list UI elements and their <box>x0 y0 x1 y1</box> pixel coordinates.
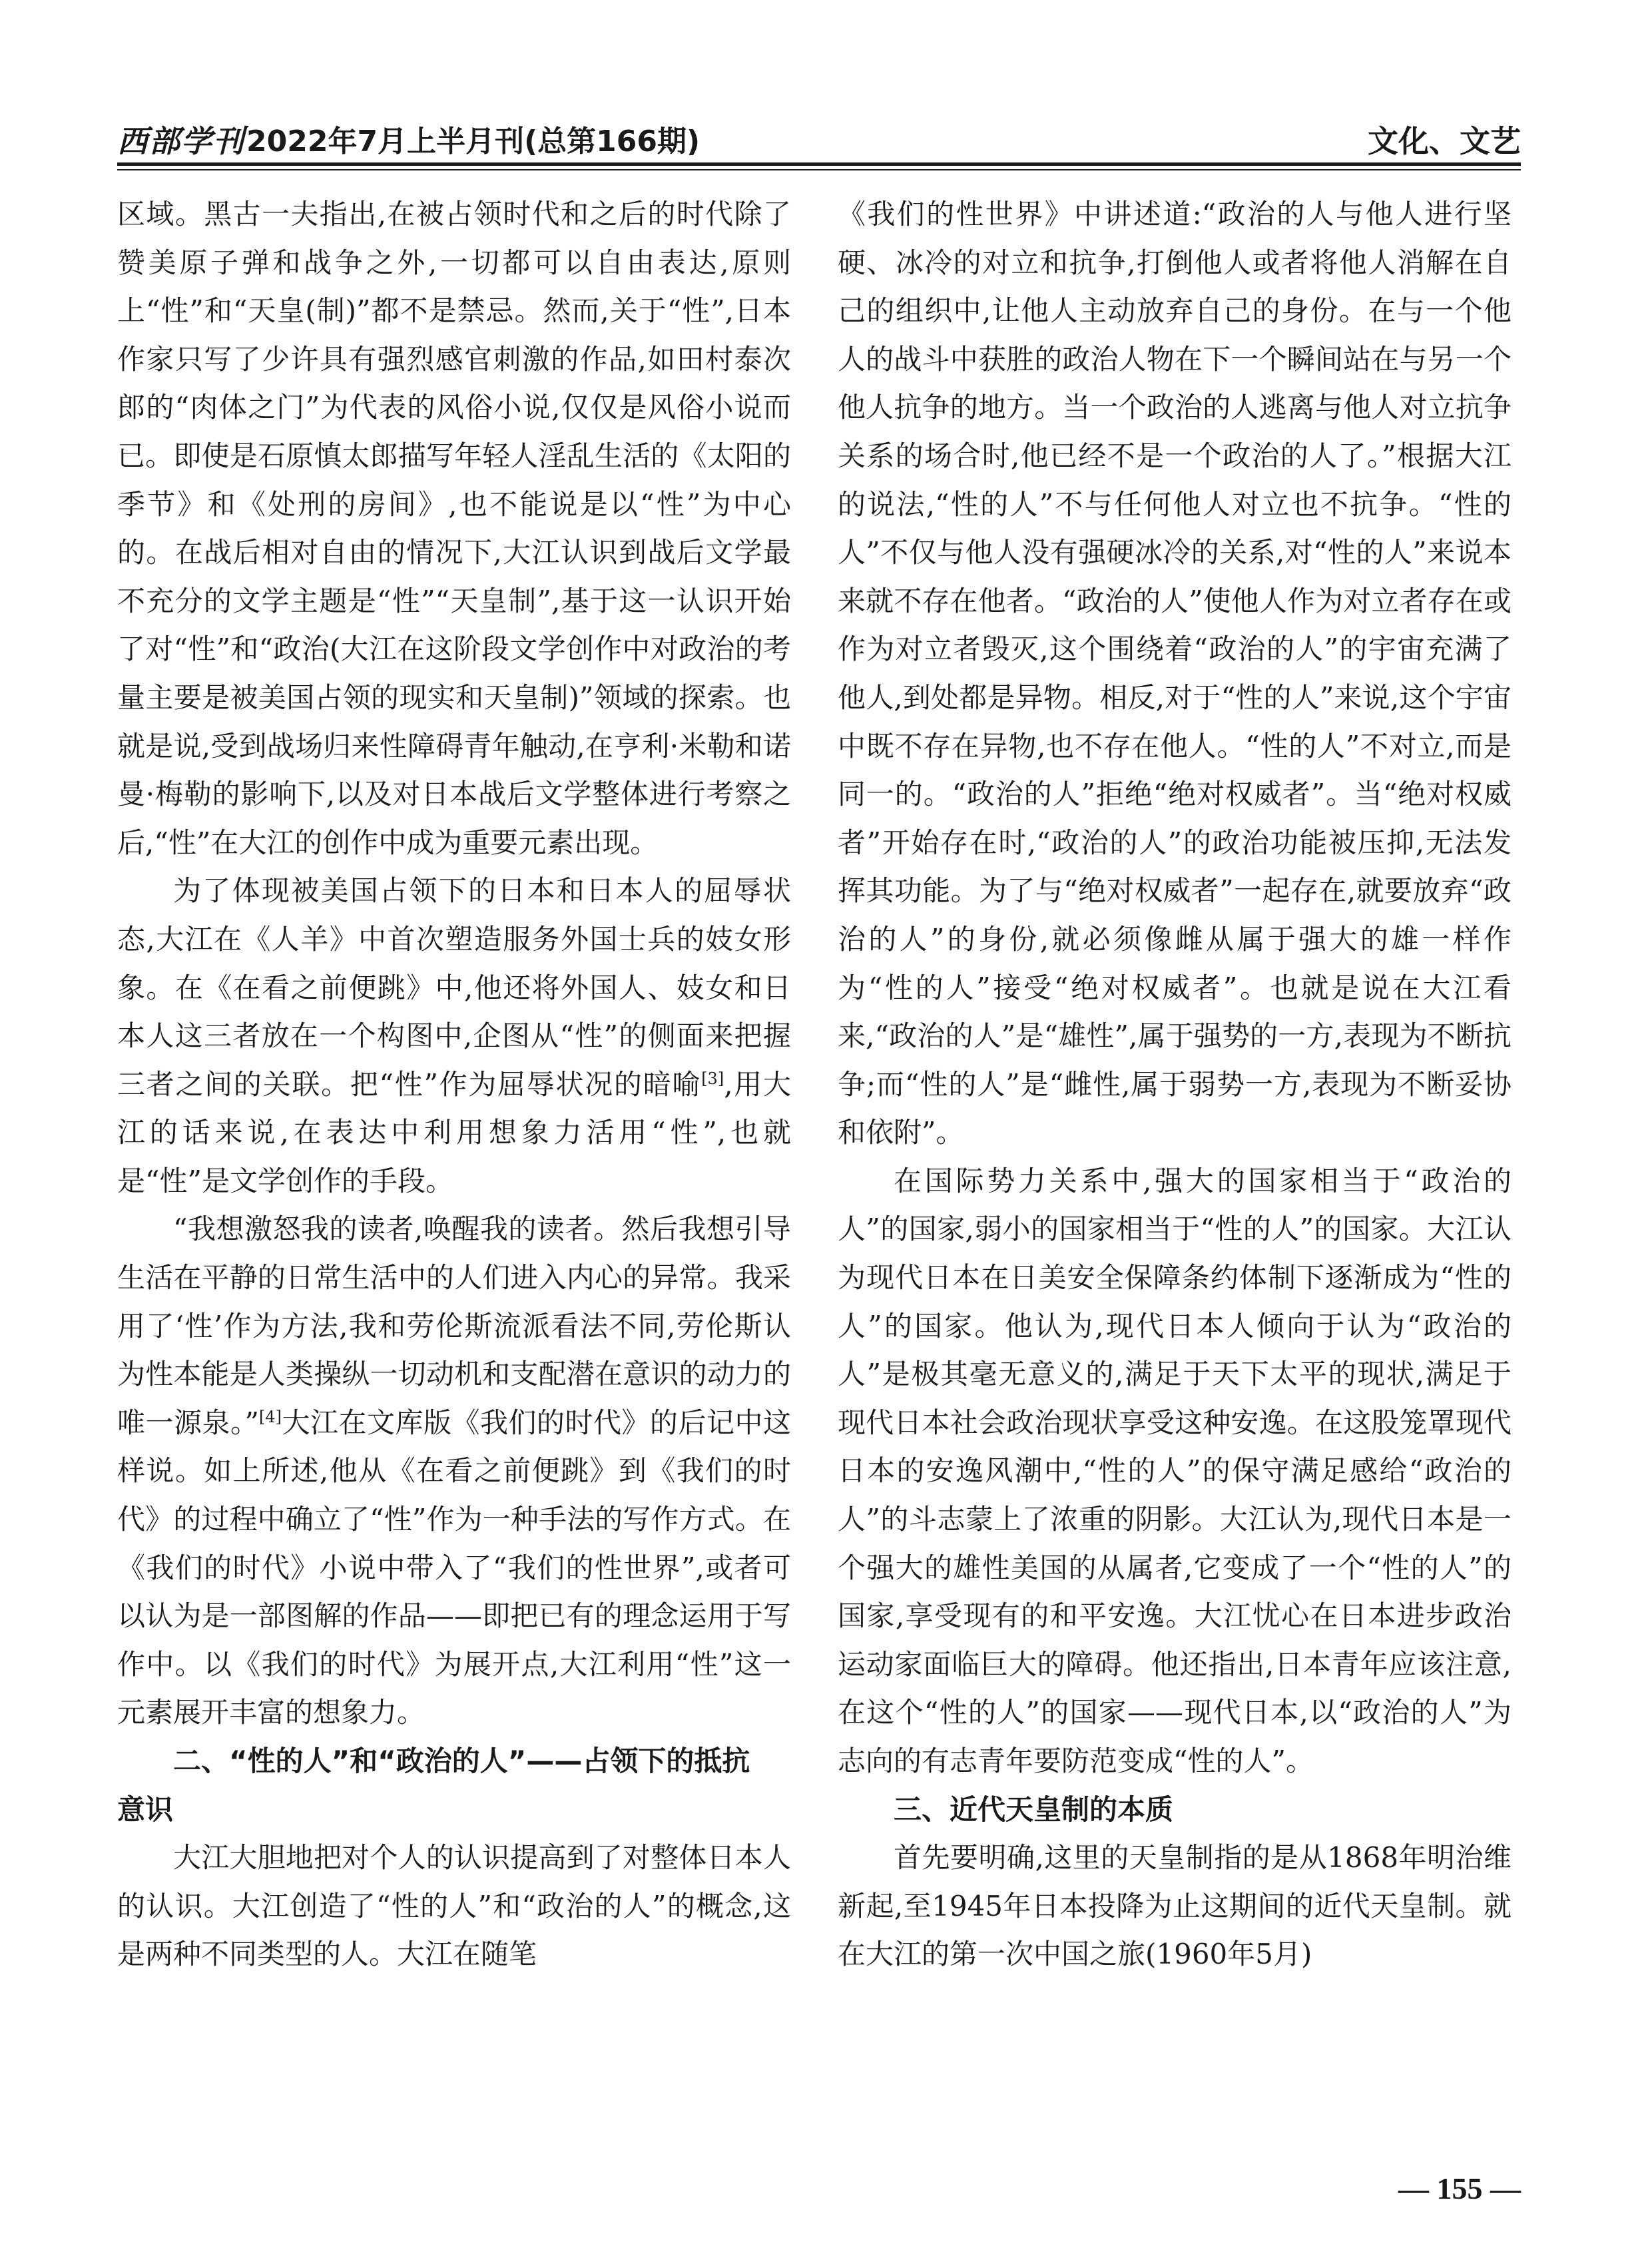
paragraph <box>117 867 791 1205</box>
section-heading <box>117 1737 791 1786</box>
paragraph: 在国际势力关系中,强大的国家相当于“政治的人”的国家,弱小的国家相当于“性的人”的国家。大江认为现代日本在日美安全保障条约体制下逐渐成为“性的人”的国家。他认为,现代日本人倾向于认为“政治的人”是极其毫无意义的,满足于天下太平的现状,满足于现代日本社会政治现状享受这种安逸。在这股笼罩现代日本的安逸风潮中,“性的人”的保守满足感给“政治的人”的斗志蒙上了浓重的阴影。大江认为,现代日本是一个强大的雄性美国的从属者,它变成了一个“性的人”的国家,享受现有的和平安逸。大江忧心在日本进步政治运动家面临巨大的障碍。他还指出,日本青年应该注意,在这个“性的人”的国家——现代日本,以“政治的人”为志向的有志青年要防范变成“性的人”。 <box>838 1164 1512 1777</box>
left-column <box>117 190 791 1979</box>
citation-ref: [4] <box>258 1407 282 1426</box>
citation-ref: [3] <box>701 1069 724 1088</box>
paragraph: 区域。黑古一夫指出,在被占领时代和之后的时代除了赞美原子弹和战争之外,一切都可以自由表达,原则上“性”和“天皇(制)”都不是禁忌。然而,关于“性”,日本作家只写了少许具有强烈感官刺激的作品,如田村泰次郎的“肉体之门”为代表的风俗小说,仅仅是风俗小说而已。即使是石原慎太郎描写年轻人淫乱生活的《太阳的季节》和《处刑的房间》,也不能说是以“性”为中心的。在战后相对自由的情况下,大江认识到战后文学最不充分的文学主题是“性”“天皇制”,基于这一认识开始了对“性”和“政治(大江在这阶段文学创作中对政治的考量主要是被美国占领的现实和天皇制)”领域的探索。也就是说,受到战场归来性障碍青年触动,在亨利·米勒和诺曼·梅勒的影响下,以及对日本战后文学整体进行考察之后,“性”在大江的创作中成为重要元素出现。 <box>117 198 791 859</box>
paragraph: 首先要明确,这里的天皇制指的是从1868年明治维新起,至1945年日本投降为止这期间的近代天皇制。就在大江的第一次中国之旅(1960年5月) <box>838 1841 1512 1971</box>
paragraph: 《我们的性世界》中讲述道:“政治的人与他人进行坚硬、冰冷的对立和抗争,打倒他人或者将他人消解在自己的组织中,让他人主动放弃自己的身份。在与一个他人的战斗中获胜的政治人物在下一个瞬间站在与另一个他人抗争的地方。当一个政治的人逃离与他人对立抗争关系的场合时,他已经不是一个政治的人了。”根据大江的说法,“性的人”不与任何他人对立也不抗争。“性的人”不仅与他人没有强硬冰冷的关系,对“性的人”来说本来就不存在他者。“政治的人”使他人作为对立者存在或作为对立者毁灭,这个围绕着“政治的人”的宇宙充满了他人,到处都是异物。相反,对于“性的人”来说,这个宇宙中既不存在异物,也不存在他人。“性的人”不对立,而是同一的。“政治的人”拒绝“绝对权威者”。当“绝对权威者”开始存在时,“政治的人”的政治功能被压抑,无法发挥其功能。为了与“绝对权威者”一起存在,就要放弃“政治的人”的身份,就必须像雌从属于强大的雄一样作为“性的人”接受“绝对权威者”。也就是说在大江看来,“政治的人”是“雄性”,属于强势的一方,表现为不断抗争;而“性的人”是“雌性,属于弱势一方,表现为不断妥协和依附”。 <box>838 198 1512 1149</box>
header-rule-thick <box>117 162 1521 166</box>
issue-info: 2022年7月上半月刊(总第166期) <box>246 125 700 158</box>
section-heading-cont <box>117 1786 791 1834</box>
running-header <box>117 112 1521 160</box>
section-heading-line2: 意识 <box>117 1793 174 1826</box>
page-number: — 155 — <box>1398 2171 1521 2205</box>
section-heading-line1: 二、“性的人”和“政治的人”——占领下的抵抗 <box>173 1745 750 1777</box>
paragraph-text: 为了体现被美国占领下的日本和日本人的屈辱状态,大江在《人羊》中首次塑造服务外国士兵的妓女形象。在《在看之前便跳》中,他还将外国人、妓女和日本人这三者放在一个构图中,企图从“性”的侧面来把握三者之间的关联。把“性”作为屈辱状况的暗喻 <box>117 874 791 1101</box>
header-rule-thin <box>117 169 1521 170</box>
paragraph <box>117 1205 791 1737</box>
right-column <box>838 190 1512 1979</box>
paragraph-text: 大江在文库版《我们的时代》的后记中这样说。如上所述,他从《在看之前便跳》到《我们的时代》的过程中确立了“性”作为一种手法的写作方式。在《我们的时代》小说中带入了“我们的性世界”,或者可以认为是一部图解的作品——即把已有的理念运用于写作中。以《我们的时代》为展开点,大江利用“性”这一元素展开丰富的想象力。 <box>117 1406 791 1729</box>
section-label: 文化、文艺 <box>1368 123 1521 159</box>
paragraph-text: “我想激怒我的读者,唤醒我的读者。然后我想引导生活在平静的日常生活中的人们进入内心的异常。我采用了‘性’作为方法,我和劳伦斯流派看法不同,劳伦斯认为性本能是人类操纵一切动机和支配潜在意识的动力的唯一源泉。” <box>117 1213 791 1439</box>
section-heading: 三、近代天皇制的本质 <box>894 1793 1174 1826</box>
paragraph: 大江大胆地把对个人的认识提高到了对整体日本人的认识。大江创造了“性的人”和“政治的人”的概念,这是两种不同类型的人。大江在随笔 <box>117 1841 791 1971</box>
paragraph-text: ,用大江的话来说,在表达中利用想象力活用“性”,也就是“性”是文学创作的手段。 <box>117 1067 791 1197</box>
journal-logo: 西部学刊 <box>117 123 245 159</box>
